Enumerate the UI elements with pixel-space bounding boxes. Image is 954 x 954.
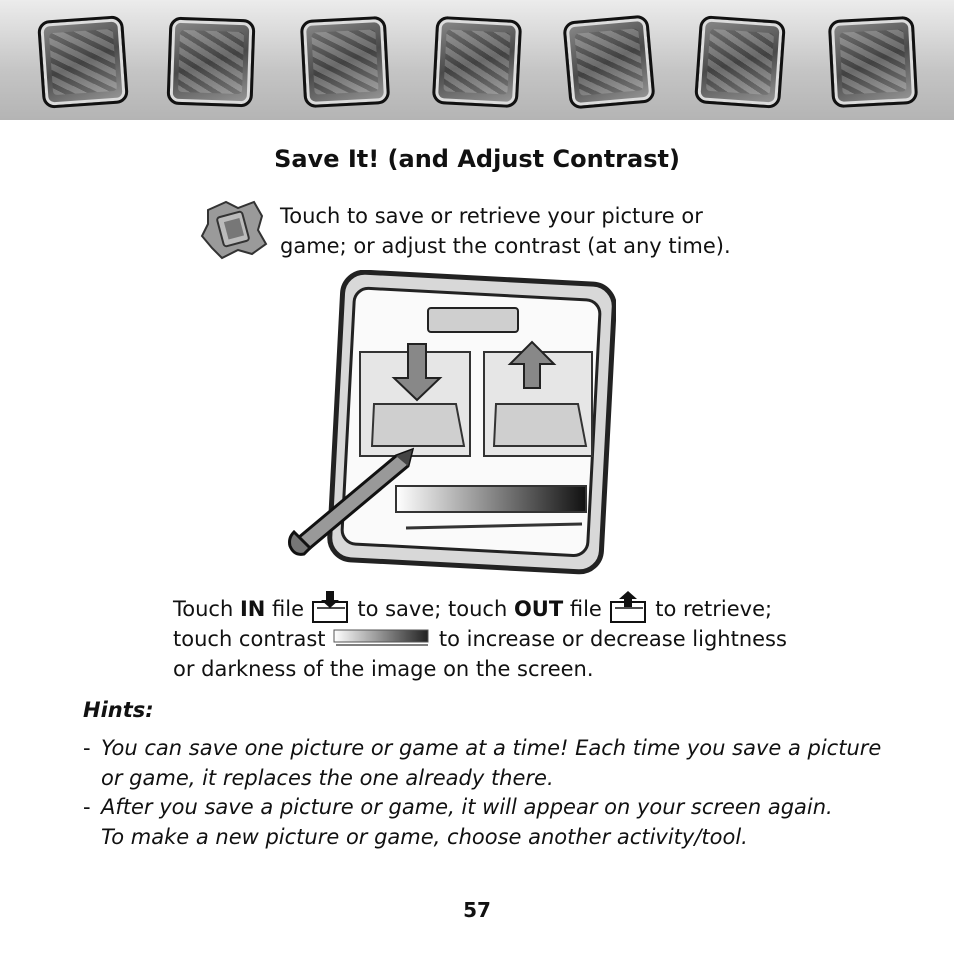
out-file-icon	[609, 590, 649, 624]
in-file-illustration	[360, 344, 470, 456]
page-number: 57	[463, 898, 491, 922]
hints-heading: Hints:	[83, 698, 154, 722]
contrast-bar	[396, 486, 586, 512]
photo-thumbnail	[432, 16, 522, 108]
intro-text: Touch to save or retrieve your picture or game; or adjust the contrast (at any time).	[280, 204, 731, 258]
save-it-icon	[198, 196, 270, 264]
contrast-slider-icon	[332, 626, 432, 648]
out-file-illustration	[484, 342, 592, 456]
thumbnail-banner	[0, 0, 954, 120]
photo-thumbnail	[562, 14, 655, 109]
photo-thumbnail	[694, 15, 786, 109]
in-file-icon	[311, 590, 351, 624]
screen-header-label	[428, 308, 518, 332]
save-screen-illustration	[286, 270, 616, 580]
instructions: Touch IN file to save; touch OUT file to retrieve; touch contrast to increase or decrease lightness or darkness of the image on the screen.	[173, 590, 787, 684]
photo-thumbnail	[300, 16, 390, 108]
photo-thumbnail	[37, 15, 129, 109]
photo-thumbnail	[166, 17, 255, 108]
photo-thumbnail	[828, 16, 918, 108]
page-title: Save It! (and Adjust Contrast)	[274, 145, 680, 173]
